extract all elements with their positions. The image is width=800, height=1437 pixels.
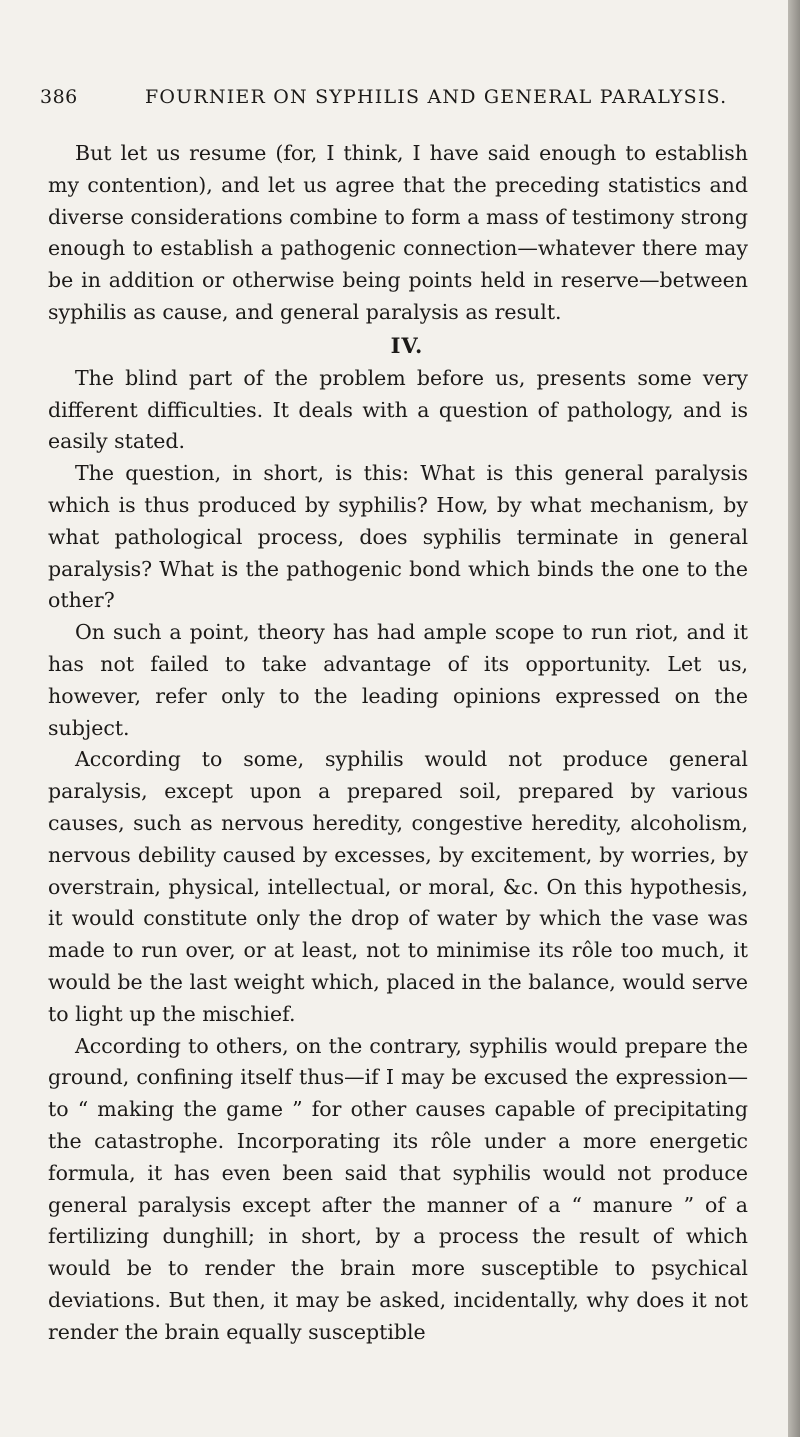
paragraph-3: The question, in short, is this: What is this general paralysis which is thus produced by syphilis? How, by what mechanism, by what pathological process, does syphilis terminate in general paralysis? What is the pathogenic bond which binds the one to the other? [48,461,748,613]
page-number: 386 [40,86,78,108]
paragraph-4: On such a point, theory has had ample scope to run riot, and it has not failed to take advantage of its opportunity. Let us, however, refer only to the leading opinions expressed on the subject. [48,620,748,740]
running-head [40,86,740,112]
body-text [48,138,748,1348]
section-heading: IV. [390,332,424,358]
running-title: FOURNIER ON SYPHILIS AND GENERAL PARALYSIS. [145,86,728,108]
paragraph-2: The blind part of the problem before us, presents some very different difficulties. It deals with a question of pathology, and is easily stated. [48,365,748,454]
paragraph-6: According to others, on the contrary, syphilis would prepare the ground, confining itself thus—if I may be excused the expression—to “ making the game ” for other causes capable of precipitating the catastrophe. Incorporating its rôle under a more energetic formula, it has even been said that syphilis would not produce general paralysis except after the manner of a “ manure ” of a fertilizing dunghill; in short, by a process the result of which would be to render the brain more susceptible to psychical deviations. But then, it may be asked, incidentally, why does it not render the brain equally susceptible [48,1033,748,1344]
paragraph-1: But let us resume (for, I think, I have said enough to establish my contention), and let us agree that the preceding statistics and diverse considerations combine to form a mass of testimony strong enough to establish a pathogenic connection—whatever there may be in addition or otherwise being points held in reserve—between syphilis as cause, and general paralysis as result. [48,141,748,324]
page-edge-shadow [788,0,800,1437]
paragraph-5: According to some, syphilis would not produce general paralysis, except upon a prepared soil, prepared by various causes, such as nervous heredity, congestive heredity, alcoholism, nervous debility caused by excesses, by excitement, by worries, by overstrain, physical, intellectual, or moral, &c. On this hypothesis, it would constitute only the drop of water by which the vase was made to run over, or at least, not to minimise its rôle too much, it would be the last weight which, placed in the balance, would serve to light up the mischief. [48,747,748,1026]
